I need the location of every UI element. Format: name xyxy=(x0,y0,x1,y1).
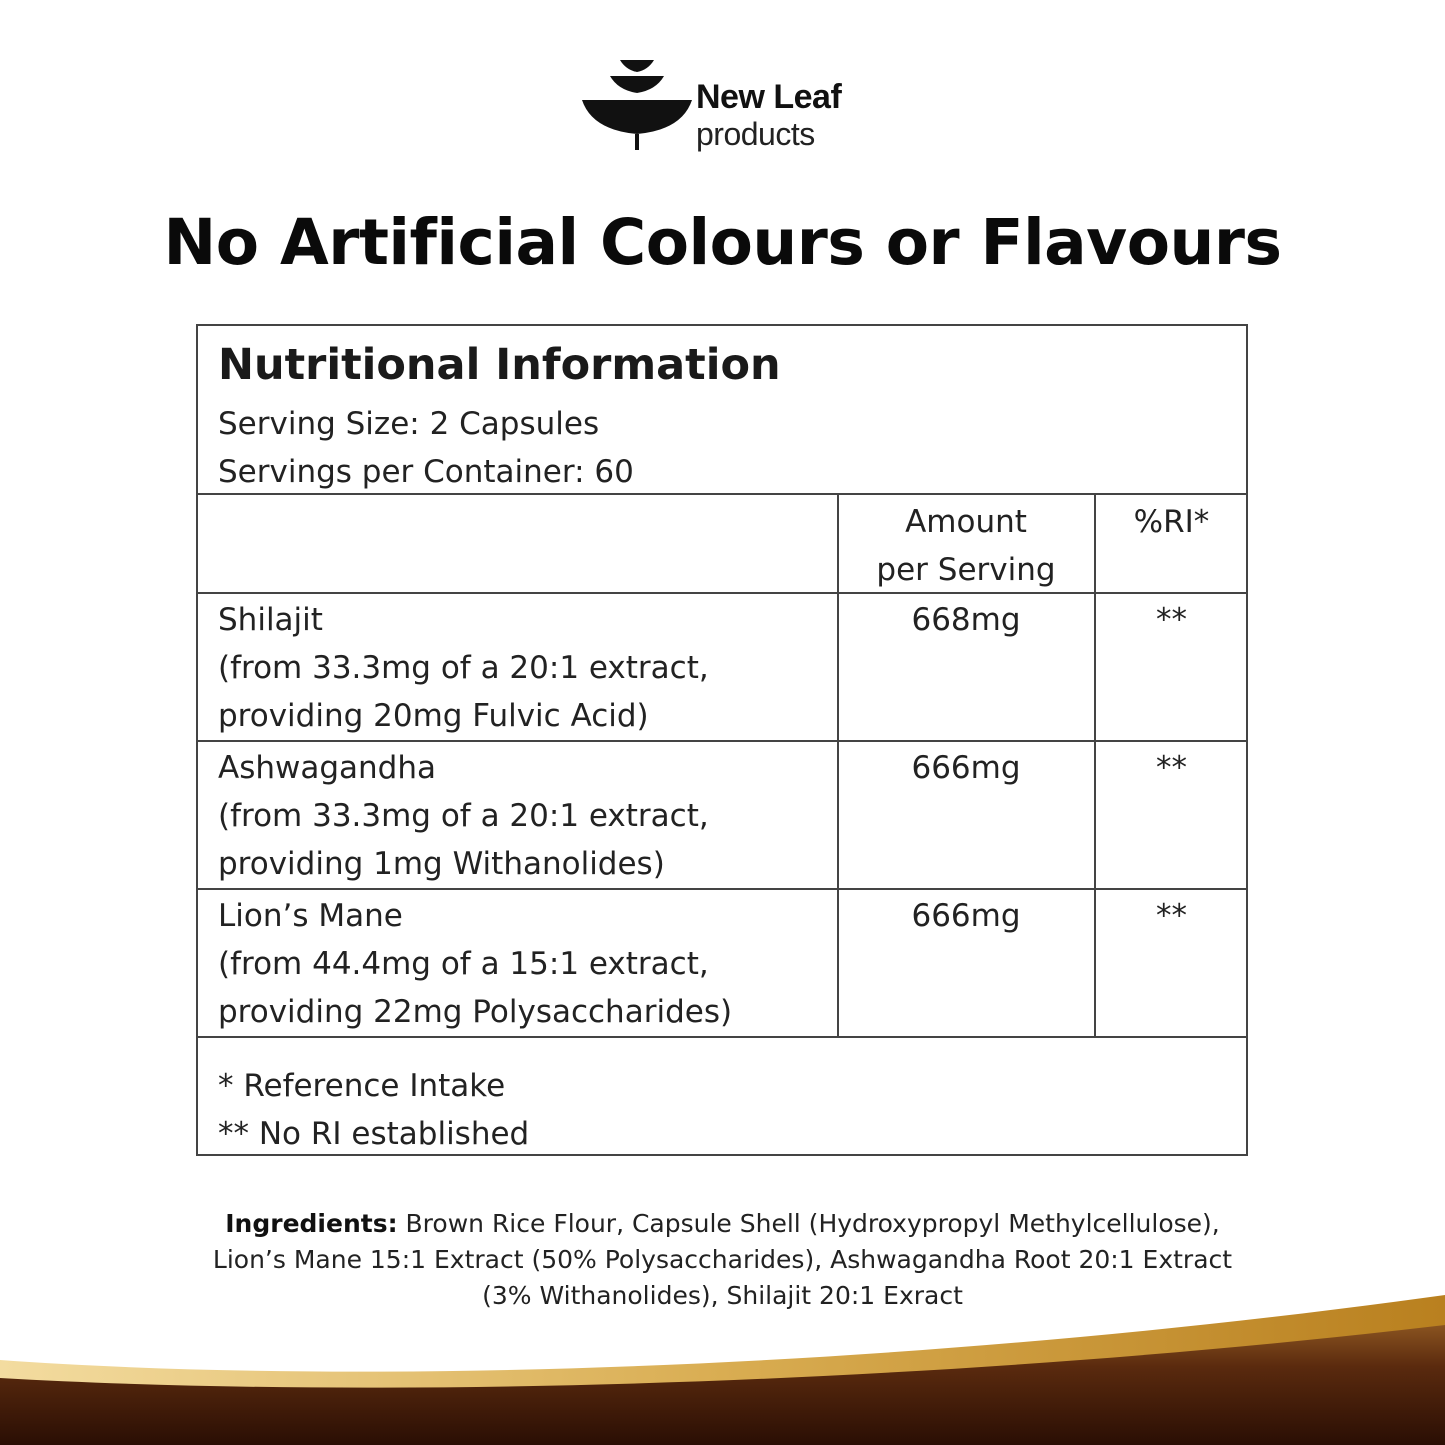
nutrient-detail: providing 22mg Polysaccharides) xyxy=(218,994,733,1030)
column-header-ri: %RI* xyxy=(1133,504,1210,540)
nutrient-ri: ** xyxy=(1156,602,1187,638)
ingredients-line xyxy=(120,1206,1325,1242)
ingredients-line: (3% Withanolides), Shilajit 20:1 Exract xyxy=(482,1281,963,1310)
decorative-wave xyxy=(0,1280,1445,1445)
nutrient-ri: ** xyxy=(1156,750,1187,786)
nutrient-amount: 666mg xyxy=(911,898,1021,934)
serving-size: Serving Size: 2 Capsules xyxy=(218,406,600,442)
nutrient-detail: (from 44.4mg of a 15:1 extract, xyxy=(218,946,709,982)
footnote-reference-intake: * Reference Intake xyxy=(218,1068,506,1104)
nutrient-detail: providing 1mg Withanolides) xyxy=(218,846,665,882)
nutrient-detail: (from 33.3mg of a 20:1 extract, xyxy=(218,650,709,686)
nutrient-name: Shilajit xyxy=(218,602,323,638)
nutrient-detail: (from 33.3mg of a 20:1 extract, xyxy=(218,798,709,834)
nutrient-detail: providing 20mg Fulvic Acid) xyxy=(218,698,649,734)
nutrient-name: Ashwagandha xyxy=(218,750,436,786)
ingredients-line: Lion’s Mane 15:1 Extract (50% Polysaccharides), Ashwagandha Root 20:1 Extract xyxy=(212,1245,1233,1274)
column-header-amount-line1: Amount xyxy=(905,504,1027,540)
page-headline: No Artificial Colours or Flavours xyxy=(163,206,1282,279)
divider xyxy=(198,1036,1246,1038)
servings-per-container: Servings per Container: 60 xyxy=(218,454,634,490)
nutrition-title: Nutritional Information xyxy=(218,340,781,390)
brand-logo xyxy=(582,58,882,158)
nutrient-amount: 666mg xyxy=(911,750,1021,786)
column-header-amount-line2: per Serving xyxy=(876,552,1056,588)
tree-leaf-logo-icon xyxy=(582,58,692,158)
nutrient-amount: 668mg xyxy=(911,602,1021,638)
ingredients-list: Brown Rice Flour, Capsule Shell (Hydroxypropyl Methylcellulose), xyxy=(397,1209,1220,1238)
divider xyxy=(198,888,1246,890)
ingredients-label: Ingredients: xyxy=(225,1209,398,1238)
nutrient-ri: ** xyxy=(1156,898,1187,934)
brand-subtitle: products xyxy=(696,116,815,152)
brand-name: New Leaf xyxy=(696,78,842,116)
nutrient-name: Lion’s Mane xyxy=(218,898,403,934)
nutrition-table xyxy=(196,324,1248,1156)
divider xyxy=(198,740,1246,742)
footnote-no-ri: ** No RI established xyxy=(218,1116,530,1152)
divider xyxy=(198,493,1246,495)
